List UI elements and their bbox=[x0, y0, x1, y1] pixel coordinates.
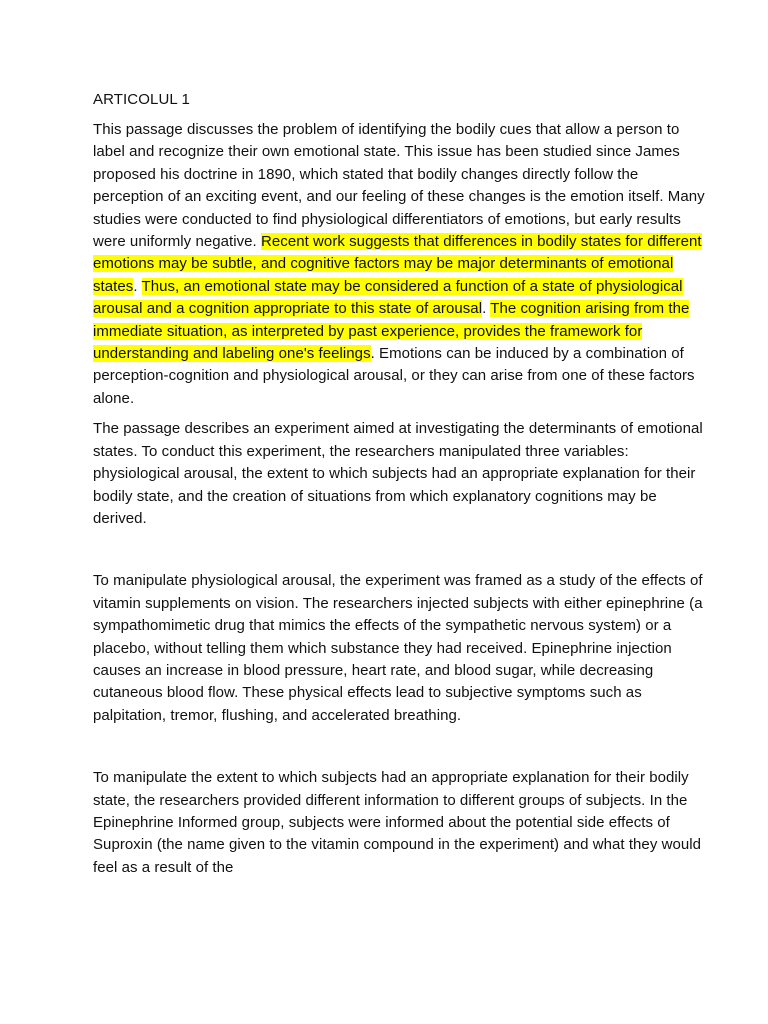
intro-text-4: . Emotions can be induced by a combination of perception-cognition and physiological arousal, or they can arise from one of these factors alone. bbox=[93, 345, 695, 407]
highlighted-text-2: Thus, an emotional state may be considered a function of a state of physiological arousal and a cognition appropriate to this state of arousal bbox=[93, 277, 683, 318]
paragraph-arousal: To manipulate physiological arousal, the experiment was framed as a study of the effects of vitamin supplements on vision. The researchers injected subjects with either epinephrine (a sympathomimetic drug that mimics the effects of the sympathetic nervous system) or a placebo, without telling them which substance they had received. Epinephrine injection causes an increase in blood pressure, heart rate, and blood sugar, while decreasing cutaneous blood flow. These physical effects lead to subjective symptoms such as palpitation, tremor, flushing, and accelerated breathing. bbox=[93, 572, 703, 724]
highlighted-text-1: Recent work suggests that differences in bodily states for different emotions may be subtle, and cognitive factors may be major determinants of emotional states bbox=[93, 233, 702, 295]
paragraph-explanation: To manipulate the extent to which subjects had an appropriate explanation for their bodily state, the researchers provided different information to different groups of subjects. In the Epinephrine Informed group, subjects were informed about the potential side effects of Suproxin (the name given to the vitamin compound in the experiment) and what they would feel as a result of the bbox=[93, 769, 702, 876]
intro-text-1: This passage discusses the problem of identifying the bodily cues that allow a person to label and recognize their own emotional state. This issue has been studied since James proposed his doctrine in 1890, which stated that bodily changes directly follow the perception of an exciting event, and our feeling of these changes is the emotion itself. Many studies were conducted to find physiological differentiators of emotions, but early results were uniformly negative. bbox=[93, 121, 705, 251]
paragraph-intro bbox=[93, 119, 708, 410]
document-heading: ARTICOLUL 1 bbox=[93, 91, 190, 108]
highlighted-text-3: The cognition arising from the immediate situation, as interpreted by past experience, provides the framework for understanding and labeling one's feelings bbox=[93, 300, 690, 363]
intro-text-3: . bbox=[482, 300, 491, 318]
paragraph-experiment: The passage describes an experiment aimed at investigating the determinants of emotional states. To conduct this experiment, the researchers manipulated three variables: physiological arousal, the extent to which subjects had an appropriate explanation for their bodily state, and the creation of situations from which explanatory cognitions may be derived. bbox=[93, 420, 703, 527]
intro-text-2: . bbox=[133, 277, 142, 295]
